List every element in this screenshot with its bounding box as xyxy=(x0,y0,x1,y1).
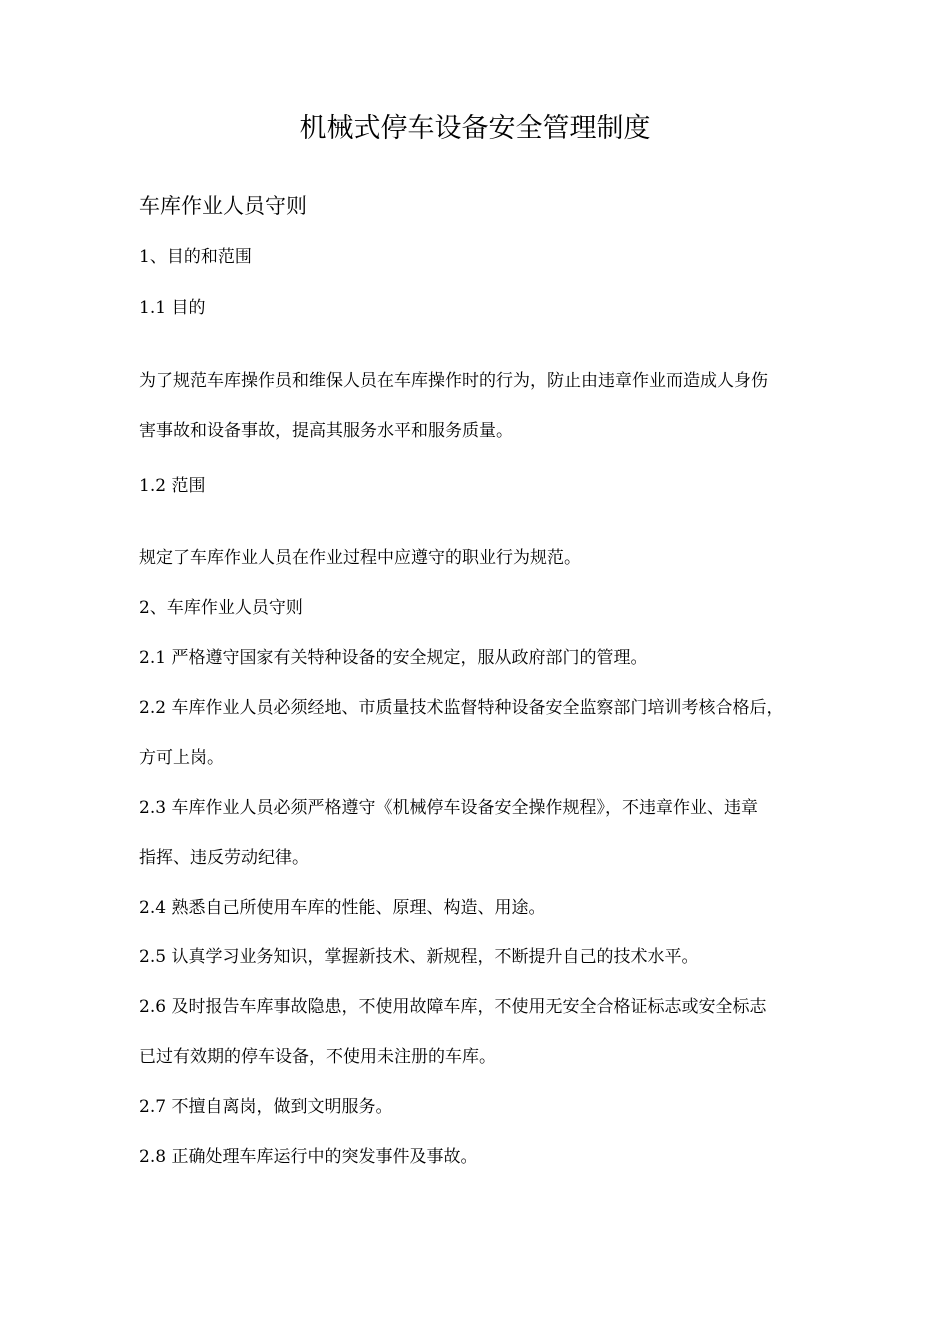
paragraph-line: 2.7 不擅自离岗，做到文明服务。 xyxy=(139,1097,393,1117)
paragraph-line: 1.2 范围 xyxy=(139,476,206,496)
paragraph-line: 方可上岗。 xyxy=(139,748,224,768)
section-heading: 车库作业人员守则 xyxy=(139,194,307,218)
paragraph-line: 害事故和设备事故，提高其服务水平和服务质量。 xyxy=(139,421,513,441)
paragraph-line: 2.5 认真学习业务知识，掌握新技术、新规程，不断提升自己的技术水平。 xyxy=(139,947,699,967)
paragraph-line: 为了规范车库操作员和维保人员在车库操作时的行为，防止由违章作业而造成人身伤 xyxy=(139,371,768,391)
paragraph-line: 2、车库作业人员守则 xyxy=(139,598,303,618)
paragraph-line: 2.2 车库作业人员必须经地、市质量技术监督特种设备安全监察部门培训考核合格后， xyxy=(139,698,784,718)
paragraph-line: 2.4 熟悉自己所使用车库的性能、原理、构造、用途。 xyxy=(139,898,546,918)
paragraph-line: 1、目的和范围 xyxy=(139,247,252,267)
paragraph-line: 1.1 目的 xyxy=(139,298,206,318)
paragraph-line: 2.8 正确处理车库运行中的突发事件及事故。 xyxy=(139,1147,478,1167)
paragraph-line: 2.3 车库作业人员必须严格遵守《机械停车设备安全操作规程》，不违章作业、违章 xyxy=(139,798,758,818)
paragraph-line: 指挥、违反劳动纪律。 xyxy=(139,848,309,868)
paragraph-line: 规定了车库作业人员在作业过程中应遵守的职业行为规范。 xyxy=(139,548,581,568)
paragraph-line: 2.1 严格遵守国家有关特种设备的安全规定，服从政府部门的管理。 xyxy=(139,648,648,668)
paragraph-line: 2.6 及时报告车库事故隐患，不使用故障车库，不使用无安全合格证标志或安全标志 xyxy=(139,997,767,1017)
document-title: 机械式停车设备安全管理制度 xyxy=(299,113,651,144)
paragraph-line: 已过有效期的停车设备，不使用未注册的车库。 xyxy=(139,1047,496,1067)
